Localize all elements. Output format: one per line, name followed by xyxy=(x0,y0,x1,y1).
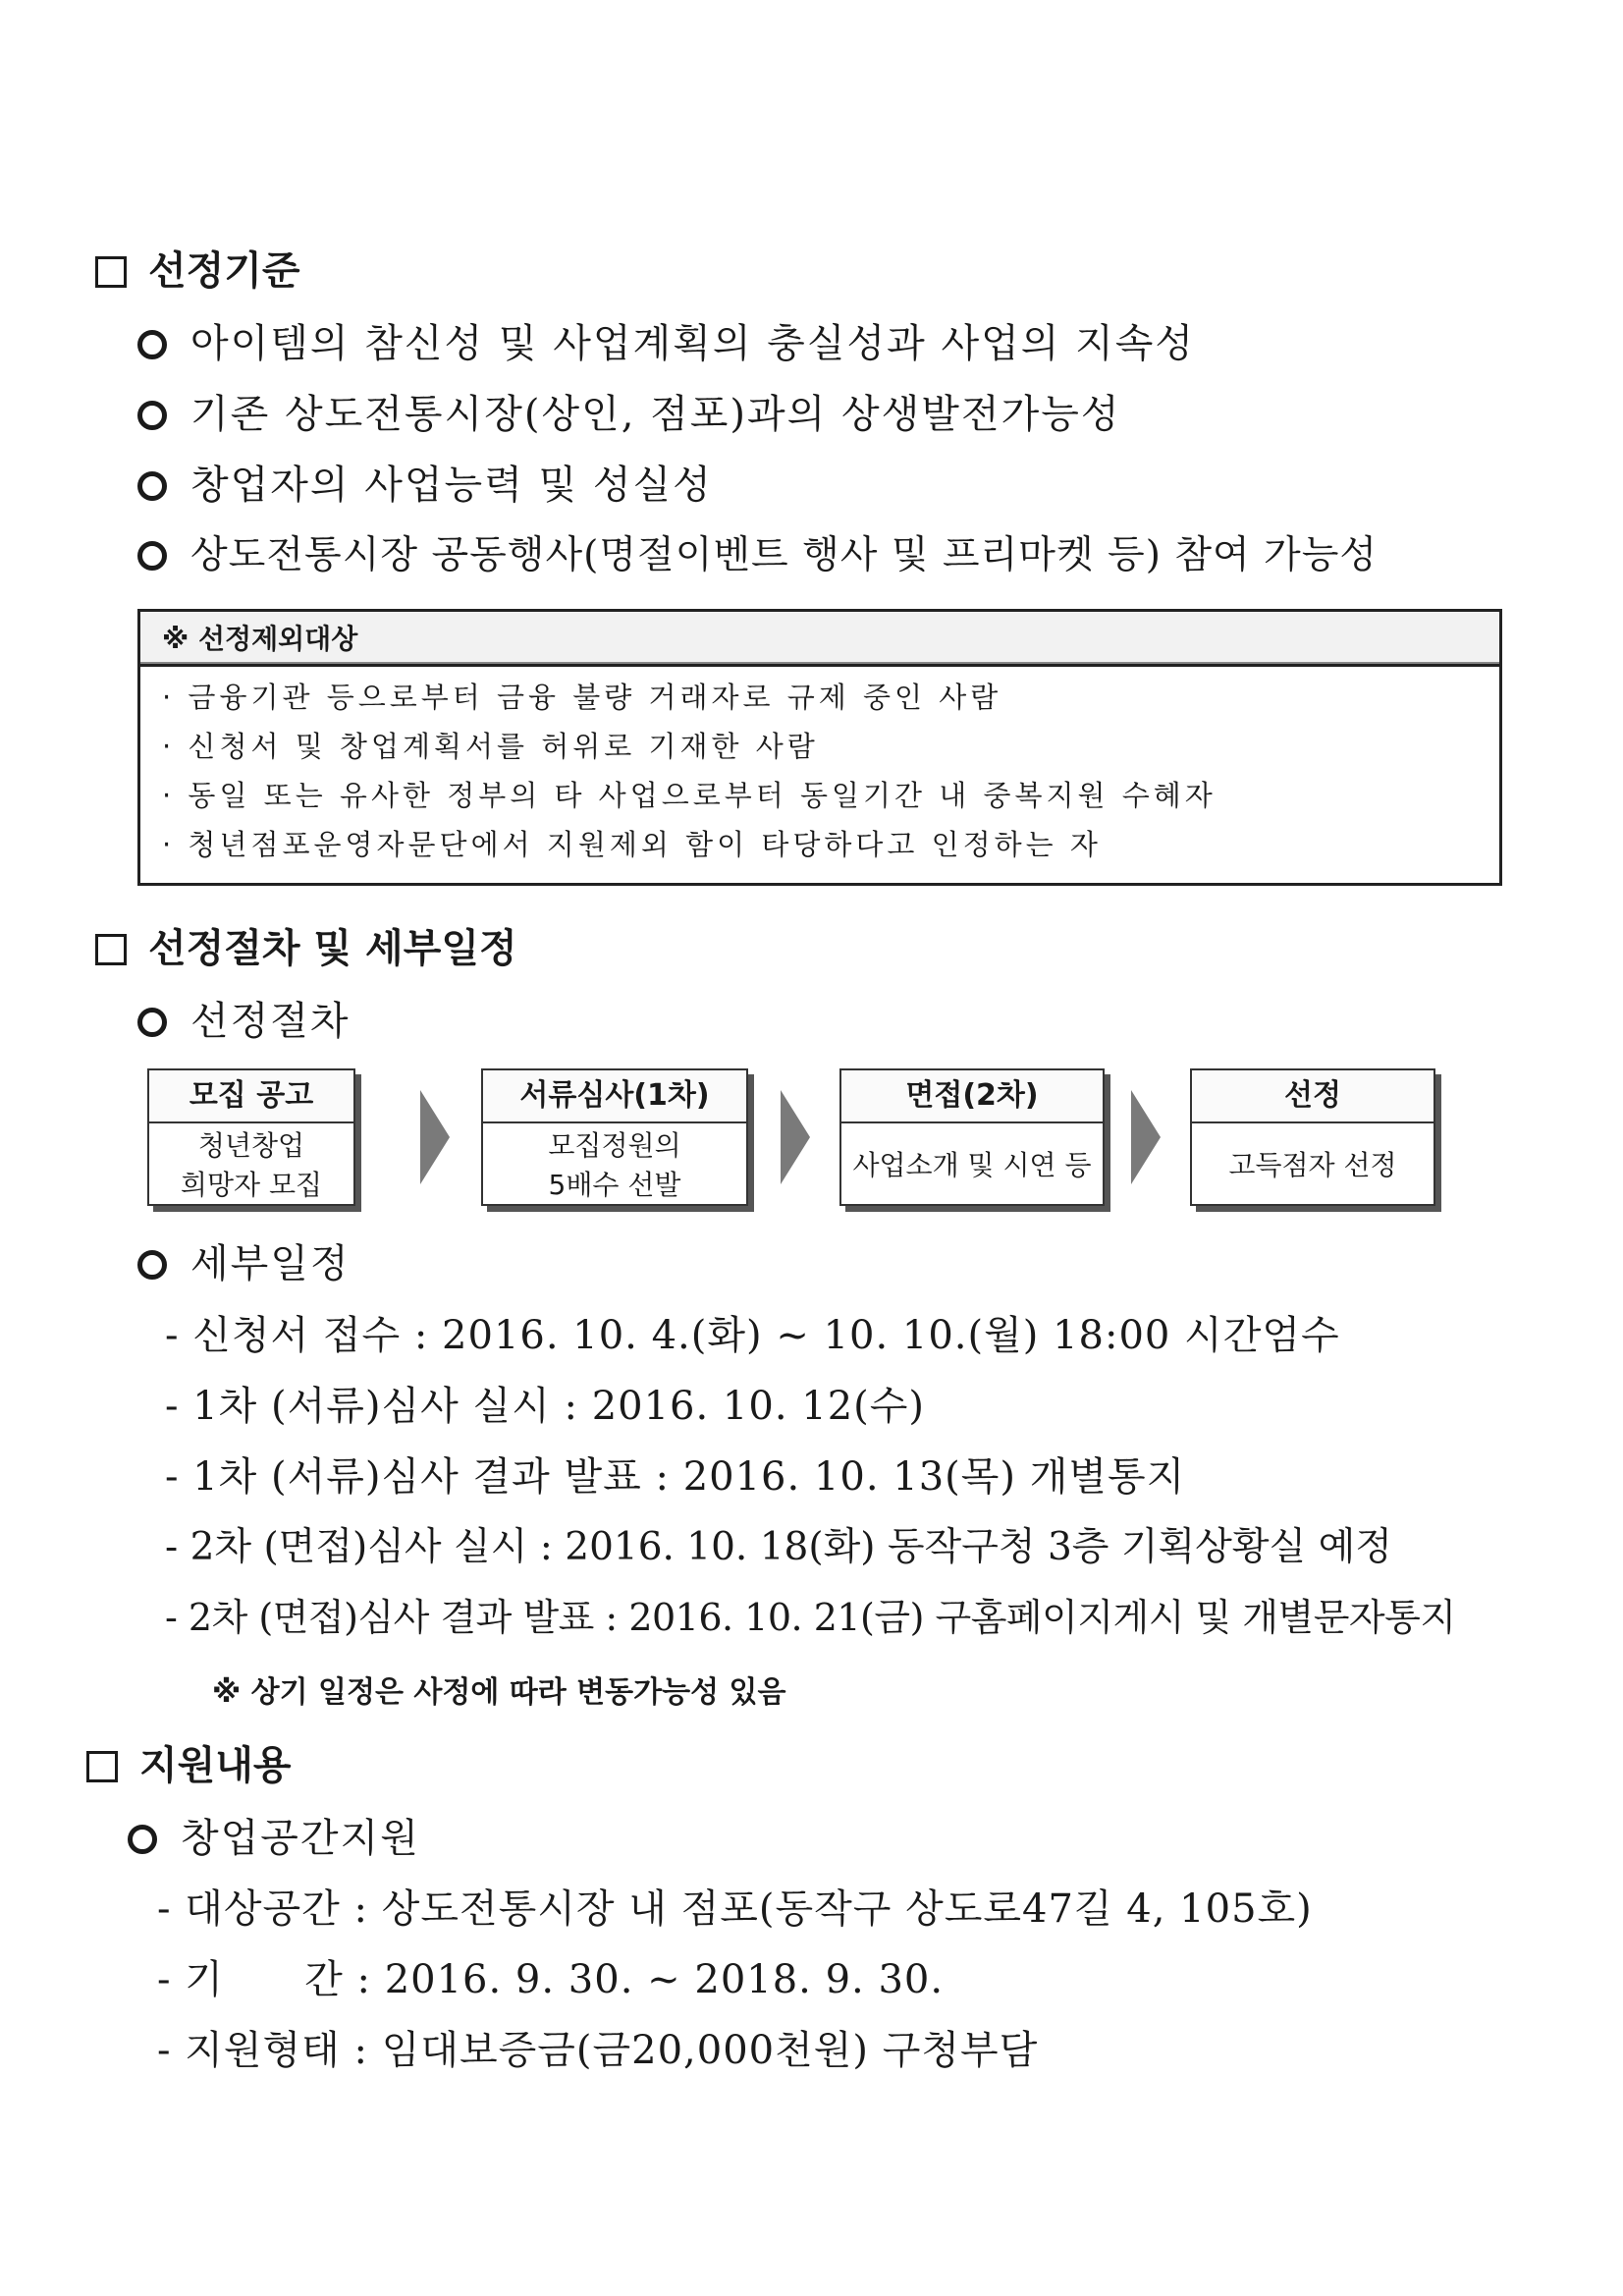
flow-step-head: 서류심사(1차) xyxy=(483,1070,746,1123)
flow-step-body: 모집정원의 5배수 선발 xyxy=(548,1129,681,1201)
criteria-item xyxy=(137,524,1378,579)
flow-arrow-icon xyxy=(420,1090,450,1184)
schedule-subheading xyxy=(137,1232,351,1288)
flow-arrow-icon xyxy=(781,1090,810,1184)
checkbox-square-icon xyxy=(95,256,127,288)
exclusion-item: · 신청서 및 창업계획서를 허위로 기재한 사람 xyxy=(162,730,819,763)
section-procedure-heading xyxy=(95,917,517,973)
exclusion-box xyxy=(137,609,1502,886)
schedule-note: ※ 상기 일정은 사정에 따라 변동가능성 있음 xyxy=(212,1675,786,1710)
flow-step-document-review xyxy=(481,1068,748,1206)
section-criteria-heading xyxy=(95,240,300,296)
schedule-item: - 1차 (서류)심사 실시 : 2016. 10. 12(수) xyxy=(165,1384,926,1429)
criteria-item-text: 기존 상도전통시장(상인, 점포)과의 상생발전가능성 xyxy=(190,392,1121,437)
flow-step-head: 모집 공고 xyxy=(149,1070,353,1123)
flow-step-body: 청년창업 희망자 모집 xyxy=(180,1129,323,1201)
exclusion-item: · 금융기관 등으로부터 금융 불량 거래자로 규제 중인 사람 xyxy=(162,681,1002,714)
circle-bullet-icon xyxy=(137,471,167,501)
schedule-item: - 1차 (서류)심사 결과 발표 : 2016. 10. 13(목) 개별통지 xyxy=(165,1454,1186,1500)
procedure-subheading xyxy=(137,990,351,1046)
exclusion-title: ※ 선정제외대상 xyxy=(140,612,1499,667)
procedure-sub1-text: 선정절차 xyxy=(190,999,351,1044)
criteria-item-text: 창업자의 사업능력 및 성실성 xyxy=(190,463,713,508)
section-support-heading xyxy=(86,1734,292,1790)
circle-bullet-icon xyxy=(137,401,167,430)
exclusion-item: · 청년점포운영자문단에서 지원제외 함이 타당하다고 인정하는 자 xyxy=(162,828,1102,861)
support-subheading xyxy=(128,1807,420,1863)
flow-step-body: 고득점자 선정 xyxy=(1228,1149,1397,1181)
schedule-item: - 2차 (면접)심사 결과 발표 : 2016. 10. 21(금) 구홈페이지게시 및 개별문자통지 xyxy=(165,1596,1456,1639)
exclusion-item: · 동일 또는 유사한 정부의 타 사업으로부터 동일기간 내 중복지원 수혜자 xyxy=(162,779,1217,812)
criteria-item xyxy=(137,454,713,510)
circle-bullet-icon xyxy=(137,1008,167,1037)
flow-step-interview xyxy=(839,1068,1105,1206)
section-support-title: 지원내용 xyxy=(139,1743,292,1788)
section-procedure-title: 선정절차 및 세부일정 xyxy=(148,926,517,971)
flow-step-head: 면접(2차) xyxy=(841,1070,1103,1123)
schedule-item: - 신청서 접수 : 2016. 10. 4.(화) ~ 10. 10.(월) 18:00 시간엄수 xyxy=(165,1313,1340,1358)
schedule-item: - 2차 (면접)심사 실시 : 2016. 10. 18(화) 동작구청 3층 기획상황실 예정 xyxy=(165,1525,1392,1569)
criteria-item-text: 아이템의 참신성 및 사업계획의 충실성과 사업의 지속성 xyxy=(190,321,1196,366)
criteria-item-text: 상도전통시장 공동행사(명절이벤트 행사 및 프리마켓 등) 참여 가능성 xyxy=(190,533,1379,577)
checkbox-square-icon xyxy=(95,934,127,965)
flow-step-selection xyxy=(1190,1068,1435,1206)
flow-arrow-icon xyxy=(1131,1090,1161,1184)
criteria-item xyxy=(137,312,1195,368)
circle-bullet-icon xyxy=(137,541,167,571)
section-criteria-title: 선정기준 xyxy=(148,248,300,294)
flow-step-head: 선정 xyxy=(1192,1070,1434,1123)
circle-bullet-icon xyxy=(137,330,167,359)
circle-bullet-icon xyxy=(137,1250,167,1280)
support-sub1-text: 창업공간지원 xyxy=(181,1816,420,1861)
flow-step-recruit xyxy=(147,1068,355,1206)
criteria-item xyxy=(137,383,1121,439)
circle-bullet-icon xyxy=(128,1825,157,1854)
support-item: - 지원형태 : 임대보증금(금20,000천원) 구청부담 xyxy=(157,2028,1039,2073)
support-item: - 기 간 : 2016. 9. 30. ~ 2018. 9. 30. xyxy=(157,1957,945,2002)
procedure-sub2-text: 세부일정 xyxy=(190,1241,351,1286)
flow-step-body: 사업소개 및 시연 등 xyxy=(852,1149,1092,1181)
checkbox-square-icon xyxy=(86,1751,118,1782)
support-item: - 대상공간 : 상도전통시장 내 점포(동작구 상도로47길 4, 105호) xyxy=(157,1886,1313,1932)
